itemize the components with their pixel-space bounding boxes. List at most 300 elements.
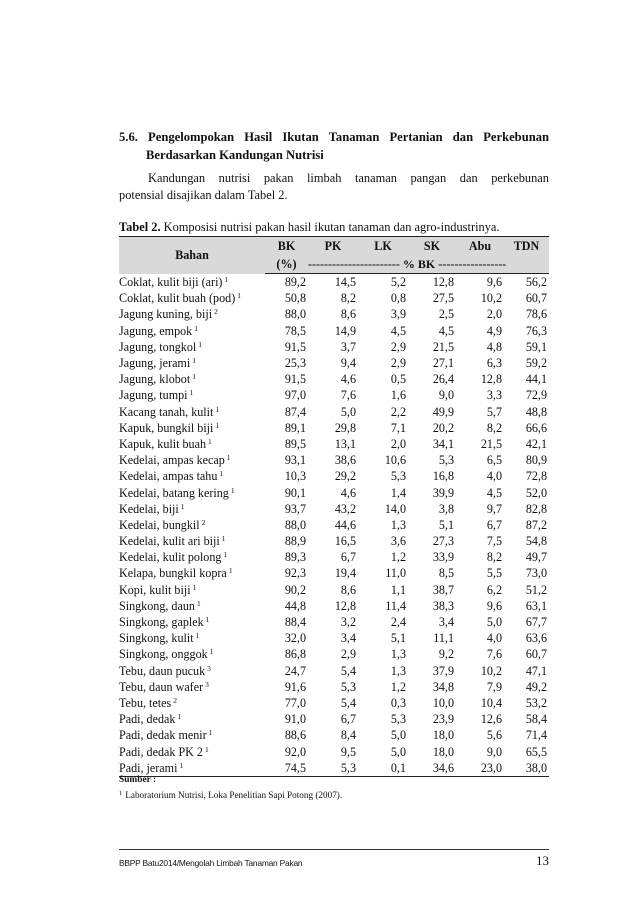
cell-abu: 12,8 (480, 372, 502, 387)
cell-tdn: 82,8 (525, 501, 547, 516)
cell-abu: 9,0 (486, 744, 502, 759)
cell-sk: 27,1 (432, 356, 454, 371)
bahan-label: Padi, dedak PK 2 (119, 744, 203, 759)
table-row (119, 582, 549, 598)
cell-bk: 50,8 (284, 291, 306, 306)
cell-lk: 1,6 (390, 388, 406, 403)
cell-bahan (119, 549, 265, 565)
reference-marker: 1 (219, 469, 224, 479)
cell-tdn: 59,1 (525, 339, 547, 354)
cell-bk: 91,5 (284, 372, 306, 387)
bahan-label: Singkong, daun (119, 598, 195, 613)
bahan-label: Singkong, kulit (119, 631, 194, 646)
reference-marker: 1 (223, 550, 228, 560)
cell-abu: 5,6 (486, 728, 502, 743)
cell-sk: 9,2 (438, 647, 454, 662)
cell-bk: 87,4 (284, 404, 306, 419)
cell-lk: 0,1 (358, 760, 408, 777)
table-row (119, 290, 549, 306)
table-row (119, 436, 549, 452)
cell-abu: 9,6 (486, 598, 502, 613)
reference-marker: 1 (196, 598, 201, 608)
table-row (119, 533, 549, 549)
reference-marker: 2 (173, 695, 177, 705)
cell-tdn: 49,7 (525, 550, 547, 565)
cell-abu: 7,9 (486, 679, 502, 694)
reference-marker: 1 (204, 744, 209, 754)
cell-bahan (119, 598, 265, 614)
cell-pk: 3,7 (340, 339, 356, 354)
cell-pk: 38,6 (334, 453, 356, 468)
cell-bk: 93,7 (284, 501, 306, 516)
cell-tdn: 65,5 (525, 744, 547, 759)
bahan-label: Kopi, kulit biji (119, 582, 191, 597)
cell-lk: 2,0 (390, 436, 406, 451)
cell-sk: 8,5 (438, 566, 454, 581)
cell-bahan (119, 679, 265, 695)
cell-lk: 0,3 (390, 695, 406, 710)
cell-bahan (119, 387, 265, 403)
cell-pk: 6,7 (340, 712, 356, 727)
cell-bahan (119, 290, 265, 306)
bahan-label: Tebu, daun pucuk (119, 663, 206, 678)
table-row (119, 663, 549, 679)
table-row (119, 468, 549, 484)
cell-tdn: 63,1 (525, 598, 547, 613)
cell-sk: 33,9 (432, 550, 454, 565)
cell-bk: 93,1 (284, 453, 306, 468)
cell-tdn: 71,4 (525, 728, 547, 743)
cell-sk: 4,5 (438, 323, 454, 338)
table-row (119, 695, 549, 711)
reference-marker: 1 (205, 615, 210, 625)
header-unit-span: ----------------------- % BK ----------------- (308, 255, 549, 274)
cell-sk: 37,9 (432, 663, 454, 678)
reference-marker: 1 (215, 420, 220, 430)
cell-bahan (119, 565, 265, 581)
cell-bahan (119, 760, 265, 777)
cell-sk: 34,1 (432, 436, 454, 451)
cell-sk: 49,9 (432, 404, 454, 419)
bahan-label: Kapuk, bungkil biji (119, 420, 214, 435)
table-caption-label: Tabel 2. (119, 220, 161, 234)
cell-abu: 6,7 (486, 517, 502, 532)
cell-pk: 5,3 (308, 760, 358, 777)
reference-marker: 3 (205, 679, 209, 689)
cell-pk: 14,5 (334, 275, 356, 290)
bahan-label: Kedelai, ampas kecap (119, 453, 225, 468)
cell-tdn: 67,7 (525, 615, 547, 630)
bahan-label: Padi, dedak (119, 712, 176, 727)
reference-marker: 1 (194, 323, 198, 333)
cell-pk: 5,4 (340, 695, 356, 710)
cell-lk: 11,4 (385, 598, 406, 613)
cell-tdn: 59,2 (525, 356, 547, 371)
reference-marker: 3 (207, 663, 211, 673)
cell-lk: 1,3 (390, 647, 406, 662)
cell-tdn: 66,6 (525, 420, 547, 435)
cell-bahan (119, 355, 265, 371)
cell-tdn: 80,9 (525, 453, 547, 468)
cell-bahan (119, 452, 265, 468)
cell-tdn: 54,8 (525, 534, 547, 549)
table-body (119, 274, 549, 777)
cell-abu: 4,8 (486, 339, 502, 354)
cell-sk: 39,9 (432, 485, 454, 500)
cell-sk: 34,6 (408, 760, 456, 777)
cell-abu: 5,0 (486, 615, 502, 630)
cell-abu: 6,3 (486, 356, 502, 371)
cell-bk: 89,2 (284, 275, 306, 290)
cell-bahan (119, 517, 265, 533)
header-bahan: Bahan (119, 237, 265, 274)
cell-bahan (119, 323, 265, 339)
table-row (119, 387, 549, 403)
cell-bahan (119, 646, 265, 662)
cell-sk: 3,4 (438, 615, 454, 630)
cell-tdn: 73,0 (525, 566, 547, 581)
bahan-label: Singkong, gaplek (119, 615, 204, 630)
reference-marker: 1 (192, 372, 196, 382)
cell-abu: 8,2 (486, 550, 502, 565)
cell-pk: 13,1 (334, 436, 356, 451)
cell-pk: 44,6 (334, 517, 356, 532)
table-row (119, 727, 549, 743)
reference-marker: 1 (180, 501, 185, 511)
cell-abu: 4,5 (486, 485, 502, 500)
cell-lk: 5,3 (390, 712, 406, 727)
cell-tdn: 51,2 (525, 582, 547, 597)
cell-pk: 3,4 (340, 631, 356, 646)
cell-bahan (119, 695, 265, 711)
cell-tdn: 52,0 (525, 485, 547, 500)
cell-lk: 5,1 (390, 631, 406, 646)
cell-bahan (119, 306, 265, 322)
cell-bahan (119, 420, 265, 436)
reference-marker: 2 (201, 517, 206, 527)
cell-pk: 9,4 (340, 356, 356, 371)
cell-bahan (119, 436, 265, 452)
intro-paragraph (119, 170, 549, 204)
cell-bk: 88,4 (284, 615, 306, 630)
cell-tdn: 63,6 (525, 631, 547, 646)
reference-marker: 1 (215, 404, 220, 414)
cell-pk: 8,2 (340, 291, 356, 306)
bahan-label: Jagung, tongkol (119, 339, 197, 354)
cell-bahan (119, 630, 265, 646)
cell-pk: 14,9 (334, 323, 356, 338)
cell-sk: 5,3 (438, 453, 454, 468)
cell-pk: 9,5 (340, 744, 356, 759)
cell-bahan (119, 533, 265, 549)
table-row (119, 743, 549, 759)
source-reference (119, 790, 342, 800)
table-row (119, 355, 549, 371)
cell-abu: 5,7 (486, 404, 502, 419)
reference-marker: 1 (198, 339, 203, 349)
reference-marker: 1 (228, 566, 233, 576)
table-row (119, 420, 549, 436)
cell-sk: 2,5 (438, 307, 454, 322)
table-row (119, 274, 549, 291)
bahan-label: Tebu, daun wafer (119, 679, 204, 694)
cell-pk: 4,6 (340, 485, 356, 500)
cell-tdn: 60,7 (525, 291, 547, 306)
bahan-label: Kedelai, bungkil (119, 517, 200, 532)
cell-bk: 97,0 (284, 388, 306, 403)
reference-marker: 1 (226, 453, 231, 463)
cell-sk: 27,3 (432, 534, 454, 549)
reference-marker: 1 (224, 274, 229, 284)
cell-abu: 6,5 (486, 453, 502, 468)
bahan-label: Kedelai, biji (119, 501, 179, 516)
table-row (119, 371, 549, 387)
cell-sk: 10,0 (432, 695, 454, 710)
table-row (119, 306, 549, 322)
cell-lk: 10,6 (384, 453, 406, 468)
cell-sk: 12,8 (432, 275, 454, 290)
cell-bahan (119, 501, 265, 517)
table-row (119, 484, 549, 500)
cell-sk: 20,2 (432, 420, 454, 435)
table-row (119, 404, 549, 420)
table-row (119, 452, 549, 468)
table-row (119, 517, 549, 533)
cell-lk: 1,3 (390, 663, 406, 678)
cell-pk: 12,8 (334, 598, 356, 613)
cell-bahan (119, 727, 265, 743)
source-label: Sumber : (119, 775, 157, 785)
nutrition-table (119, 236, 549, 777)
cell-lk: 7,1 (390, 420, 406, 435)
cell-pk: 3,2 (340, 615, 356, 630)
cell-lk: 2,9 (390, 356, 406, 371)
header-bk: BK (265, 237, 308, 256)
cell-bk: 91,0 (284, 712, 306, 727)
bahan-label: Singkong, onggok (119, 647, 208, 662)
cell-bk: 32,0 (284, 631, 306, 646)
cell-abu: 12,6 (480, 712, 502, 727)
cell-tdn: 53,2 (525, 695, 547, 710)
cell-lk: 2,2 (390, 404, 406, 419)
cell-lk: 1,2 (390, 550, 406, 565)
cell-pk: 16,5 (334, 534, 356, 549)
reference-marker: 1 (208, 728, 213, 738)
cell-sk: 38,7 (432, 582, 454, 597)
cell-bk: 92,0 (284, 744, 306, 759)
cell-tdn: 76,3 (525, 323, 547, 338)
bahan-label: Jagung, jerami (119, 356, 191, 371)
cell-abu: 9,7 (486, 501, 502, 516)
cell-sk: 26,4 (432, 372, 454, 387)
reference-marker: 1 (195, 631, 200, 641)
cell-sk: 11,1 (433, 631, 454, 646)
footer-divider (119, 849, 549, 850)
reference-marker: 1 (221, 534, 226, 544)
source-text: Laboratorium Nutrisi, Loka Penelitian Sapi Potong (2007). (125, 790, 343, 800)
cell-bahan (119, 663, 265, 679)
cell-sk: 16,8 (432, 469, 454, 484)
cell-lk: 14,0 (384, 501, 406, 516)
cell-bk: 92,3 (284, 566, 306, 581)
cell-pk: 5,4 (340, 663, 356, 678)
cell-bahan (119, 582, 265, 598)
reference-marker: 2 (214, 307, 218, 317)
cell-lk: 5,2 (390, 275, 406, 290)
cell-abu: 3,3 (486, 388, 502, 403)
cell-bahan (119, 614, 265, 630)
cell-sk: 9,0 (438, 388, 454, 403)
bahan-label: Jagung, empok (119, 323, 193, 338)
cell-lk: 0,8 (390, 291, 406, 306)
cell-bahan (119, 468, 265, 484)
table-caption (119, 219, 500, 235)
cell-abu: 9,6 (486, 275, 502, 290)
cell-abu: 7,6 (486, 647, 502, 662)
cell-pk: 43,2 (334, 501, 356, 516)
table-row (119, 630, 549, 646)
cell-lk: 0,5 (390, 372, 406, 387)
section-heading-continued: Berdasarkan Kandungan Nutrisi (146, 148, 324, 162)
cell-abu: 10,2 (480, 291, 502, 306)
cell-bk: 86,8 (284, 647, 306, 662)
reference-marker: 1 (192, 356, 196, 366)
cell-bk: 91,5 (284, 339, 306, 354)
cell-bk: 89,1 (284, 420, 306, 435)
cell-abu: 8,2 (486, 420, 502, 435)
cell-tdn: 72,8 (525, 469, 547, 484)
cell-sk: 27,5 (432, 291, 454, 306)
reference-marker: 1 (179, 760, 184, 770)
cell-tdn: 56,2 (525, 275, 547, 290)
cell-tdn: 87,2 (525, 517, 547, 532)
cell-sk: 38,3 (432, 598, 454, 613)
cell-lk: 1,4 (390, 485, 406, 500)
bahan-label: Kacang tanah, kulit (119, 404, 214, 419)
cell-pk: 5,0 (340, 404, 356, 419)
cell-tdn: 60,7 (525, 647, 547, 662)
table-row (119, 565, 549, 581)
reference-marker: 1 (230, 485, 235, 495)
cell-bk: 74,5 (265, 760, 308, 777)
reference-marker: 1 (177, 712, 182, 722)
cell-bahan (119, 404, 265, 420)
cell-sk: 3,8 (438, 501, 454, 516)
bahan-label: Jagung, tumpi (119, 388, 188, 403)
cell-abu: 4,0 (486, 631, 502, 646)
table-row (119, 679, 549, 695)
cell-tdn: 49,2 (525, 679, 547, 694)
cell-pk: 6,7 (340, 550, 356, 565)
cell-abu: 4,9 (486, 323, 502, 338)
cell-sk: 34,8 (432, 679, 454, 694)
cell-bk: 89,5 (284, 436, 306, 451)
bahan-label: Kapuk, kulit buah (119, 436, 206, 451)
cell-bahan (119, 339, 265, 355)
bahan-label: Kelapa, bungkil kopra (119, 566, 227, 581)
bahan-label: Kedelai, kulit polong (119, 550, 222, 565)
cell-lk: 2,9 (390, 339, 406, 354)
cell-bk: 25,3 (284, 356, 306, 371)
cell-bk: 88,6 (284, 728, 306, 743)
cell-abu: 2,0 (486, 307, 502, 322)
bahan-label: Kedelai, batang kering (119, 485, 229, 500)
cell-lk: 3,6 (390, 534, 406, 549)
bahan-label: Coklat, kulit biji (ari) (119, 274, 223, 289)
table-row (119, 501, 549, 517)
table-row (119, 549, 549, 565)
header-abu: Abu (456, 237, 504, 256)
cell-bk: 77,0 (284, 695, 306, 710)
table-row (119, 614, 549, 630)
source-ref-number: 1 (119, 790, 123, 797)
table-header-row (119, 237, 549, 256)
cell-sk: 21,5 (432, 339, 454, 354)
cell-lk: 2,4 (390, 615, 406, 630)
bahan-label: Padi, dedak menir (119, 728, 207, 743)
cell-pk: 5,3 (340, 679, 356, 694)
cell-pk: 8,6 (340, 307, 356, 322)
cell-bk: 44,8 (284, 598, 306, 613)
cell-lk: 1,1 (390, 582, 406, 597)
cell-sk: 18,0 (432, 744, 454, 759)
cell-bk: 78,5 (284, 323, 306, 338)
cell-bk: 88,0 (284, 307, 306, 322)
cell-pk: 8,4 (340, 728, 356, 743)
cell-abu: 23,0 (456, 760, 504, 777)
cell-bahan (119, 484, 265, 500)
reference-marker: 1 (192, 582, 197, 592)
cell-lk: 4,5 (390, 323, 406, 338)
cell-abu: 21,5 (480, 436, 502, 451)
cell-bk: 24,7 (284, 663, 306, 678)
cell-lk: 5,0 (390, 744, 406, 759)
cell-pk: 19,4 (334, 566, 356, 581)
cell-pk: 7,6 (340, 388, 356, 403)
cell-tdn: 42,1 (525, 436, 547, 451)
cell-lk: 3,9 (390, 307, 406, 322)
cell-lk: 1,2 (390, 679, 406, 694)
cell-bk: 88,0 (284, 517, 306, 532)
cell-pk: 2,9 (340, 647, 356, 662)
page-number: 13 (536, 853, 549, 868)
bahan-label: Padi, jerami (119, 760, 178, 775)
table-caption-text: Komposisi nutrisi pakan hasil ikutan tanaman dan agro-industrinya. (160, 220, 500, 234)
reference-marker: 1 (189, 388, 194, 398)
header-lk: LK (358, 237, 408, 256)
cell-abu: 4,0 (486, 469, 502, 484)
footer-text: BBPP Batu2014/Mengolah Limbah Tanaman Pakan (119, 858, 303, 868)
header-tdn: TDN (504, 237, 549, 256)
cell-lk: 5,3 (390, 469, 406, 484)
cell-tdn: 78,6 (525, 307, 547, 322)
cell-sk: 5,1 (438, 517, 454, 532)
cell-tdn: 47,1 (525, 663, 547, 678)
cell-abu: 10,4 (480, 695, 502, 710)
bahan-label: Jagung kuning, biji (119, 307, 213, 322)
cell-tdn: 48,8 (525, 404, 547, 419)
cell-bk: 88,9 (284, 534, 306, 549)
cell-lk: 1,3 (390, 517, 406, 532)
table-row (119, 646, 549, 662)
section-heading: 5.6. Pengelompokan Hasil Ikutan Tanaman Pertanian dan Perkebunan (119, 130, 549, 144)
table-row (119, 598, 549, 614)
cell-bahan (119, 743, 265, 759)
intro-paragraph-line1: Kandungan nutrisi pakan limbah tanaman pangan dan perkebunan (148, 171, 549, 185)
cell-bk: 10,3 (284, 469, 306, 484)
header-sk: SK (408, 237, 456, 256)
table-row (119, 760, 549, 777)
